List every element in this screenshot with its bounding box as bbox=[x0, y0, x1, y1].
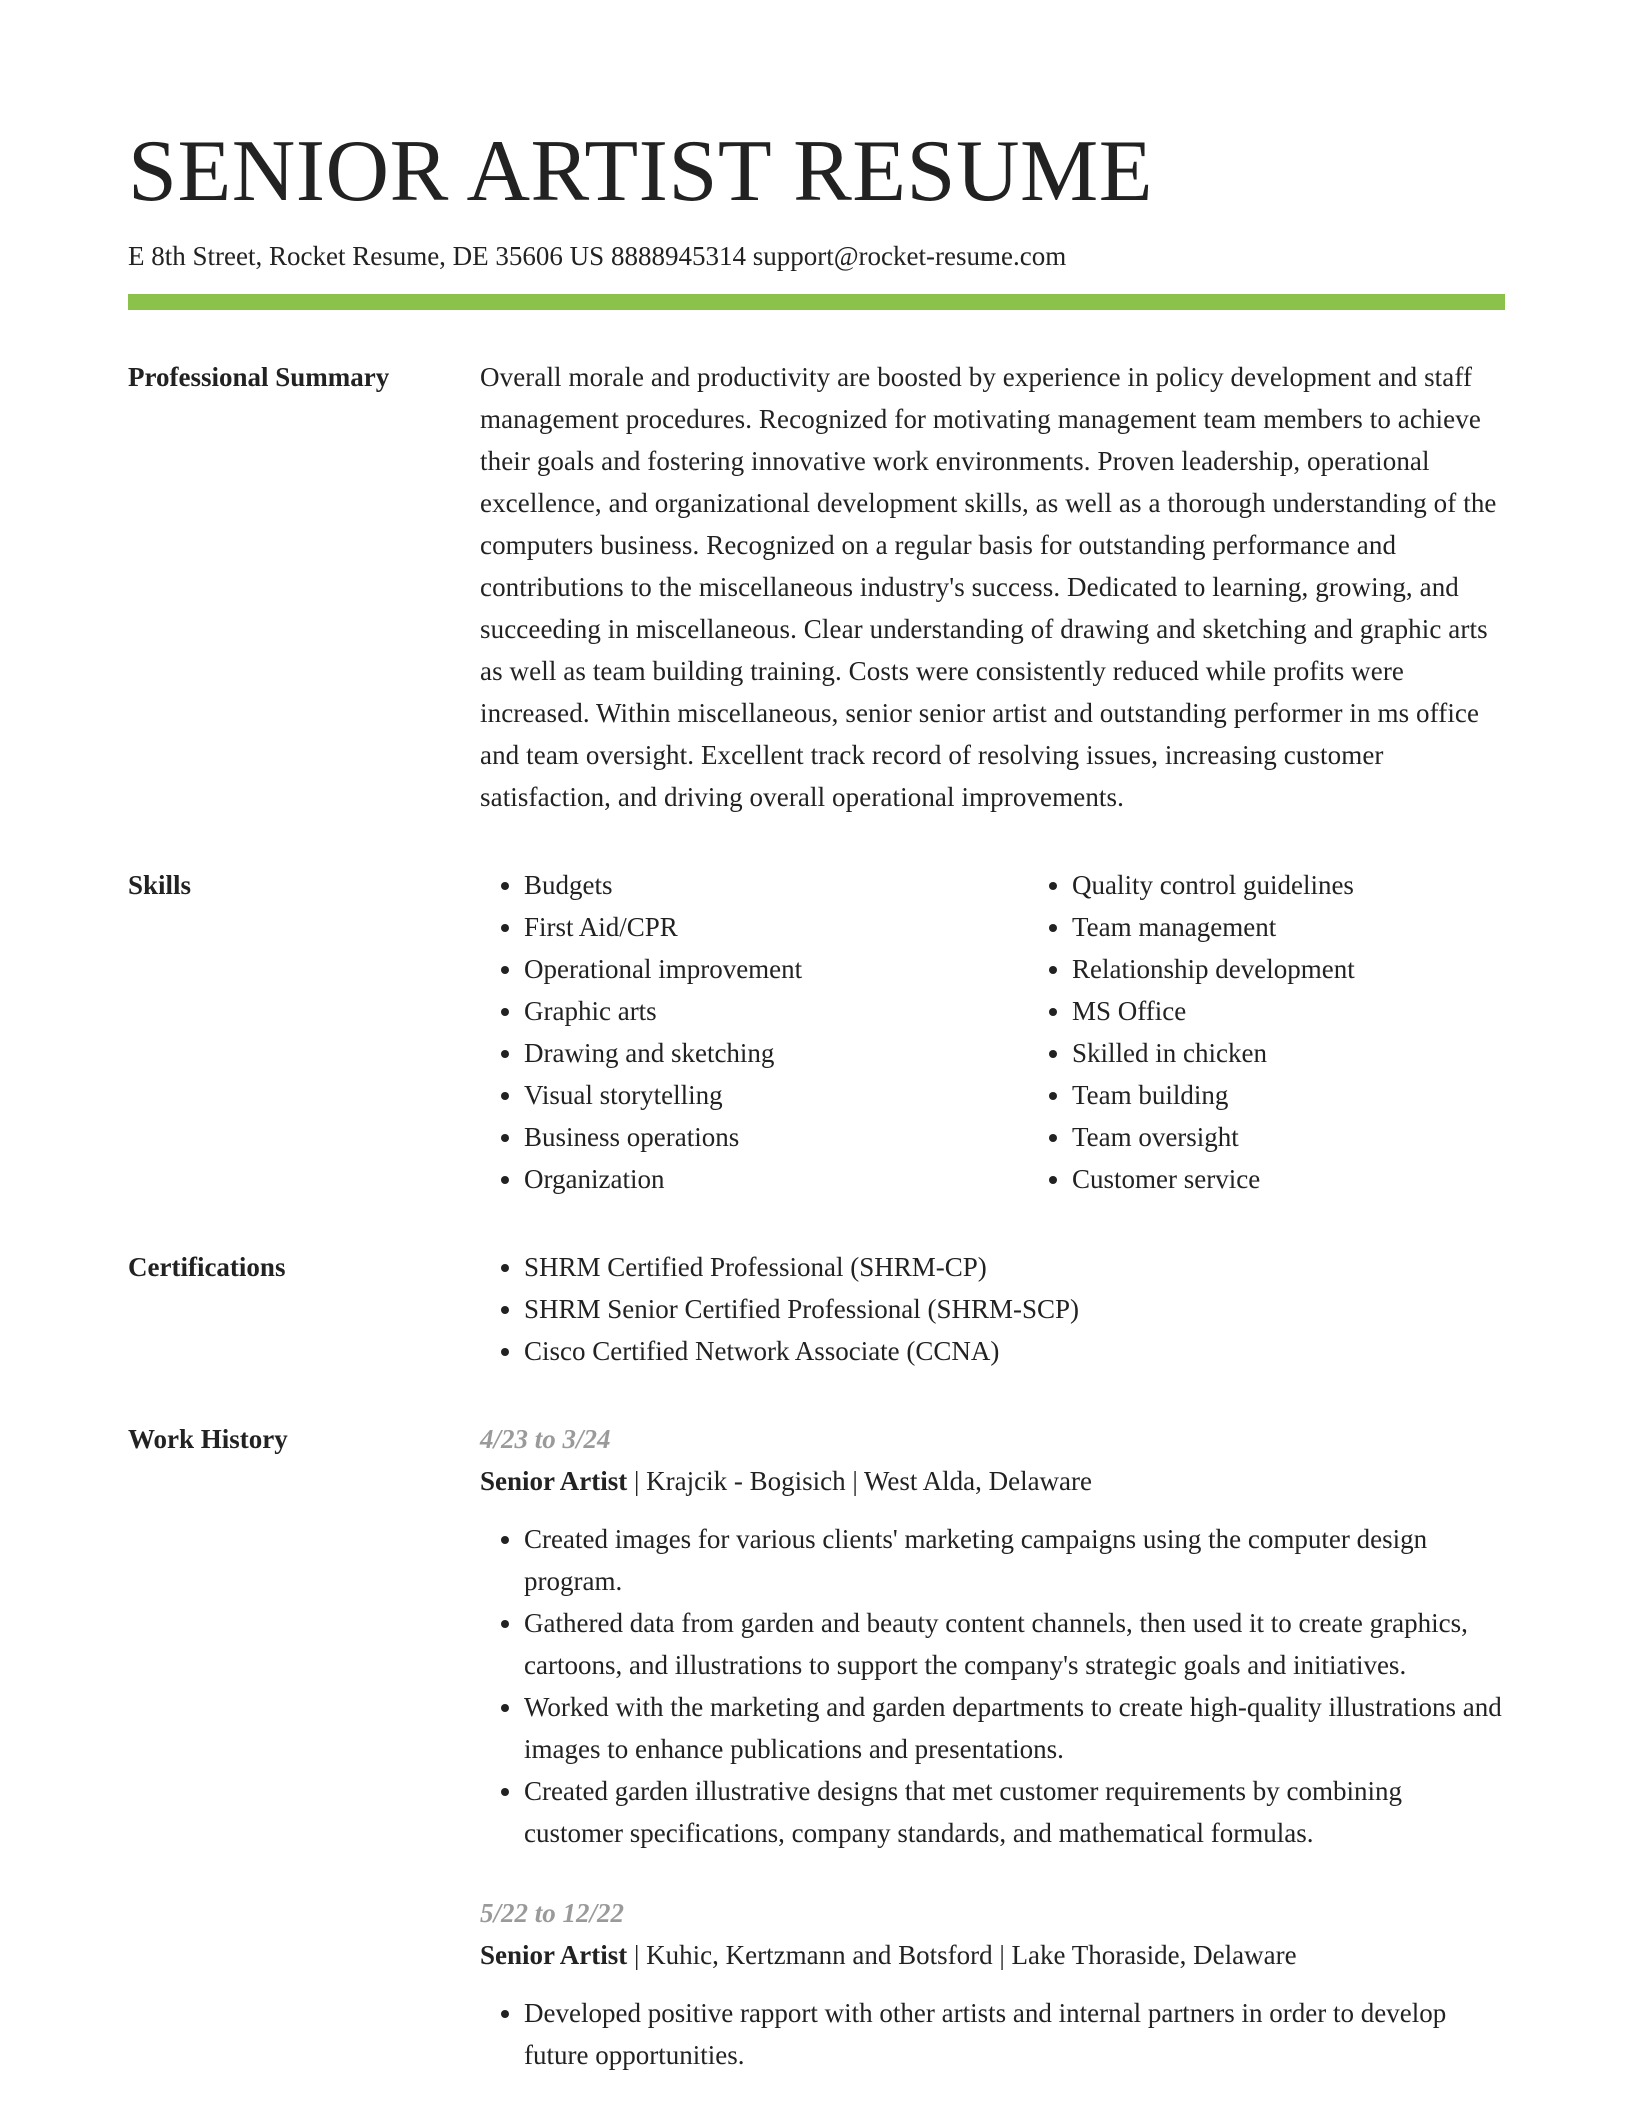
contact-info: E 8th Street, Rocket Resume, DE 35606 US 8888945314 support@rocket-resume.com bbox=[128, 241, 1067, 271]
job-bullet: • Worked with the marketing and garden departments to create high-quality illustrations and images to enhance publications and presentations. bbox=[524, 1686, 1505, 1770]
skill-item: • Operational improvement bbox=[524, 948, 1028, 990]
summary-section bbox=[128, 356, 1505, 818]
skills-list-right bbox=[1028, 864, 1505, 1200]
skill-item: • Organization bbox=[524, 1158, 1028, 1200]
job-role: Senior Artist bbox=[480, 1940, 628, 1970]
certification-item: • SHRM Certified Professional (SHRM-CP) bbox=[524, 1246, 1505, 1288]
job-bullets bbox=[480, 1992, 1505, 2076]
summary-heading: Professional Summary bbox=[128, 362, 390, 392]
skill-item: • MS Office bbox=[1072, 990, 1505, 1032]
job-entry bbox=[480, 1892, 1505, 2076]
accent-divider bbox=[128, 294, 1505, 310]
skill-item: • Budgets bbox=[524, 864, 1028, 906]
job-bullet: • Created images for various clients' marketing campaigns using the computer design program. bbox=[524, 1518, 1505, 1602]
certifications-list bbox=[480, 1246, 1505, 1372]
skill-item: • Skilled in chicken bbox=[1072, 1032, 1505, 1074]
skill-item: • Quality control guidelines bbox=[1072, 864, 1505, 906]
certifications-heading: Certifications bbox=[128, 1252, 286, 1282]
summary-text: Overall morale and productivity are boosted by experience in policy development and staff management procedures. Recognized for motivating management team members to achieve their goals and fostering innovative work environments. Proven leadership, operational excellence, and organizational development skills, as well as a thorough understanding of the computers business. Recognized on a regular basis for outstanding performance and contributions to the miscellaneous industry's success. Dedicated to learning, growing, and succeeding in miscellaneous. Clear understanding of drawing and sketching and graphic arts as well as team building training. Costs were consistently reduced while profits were increased. Within miscellaneous, senior senior artist and outstanding performer in ms office and team oversight. Excellent track record of resolving issues, increasing customer satisfaction, and driving overall operational improvements. bbox=[480, 362, 1497, 812]
skill-item: • Drawing and sketching bbox=[524, 1032, 1028, 1074]
certifications-body bbox=[480, 1246, 1505, 1372]
skill-item: • Team building bbox=[1072, 1074, 1505, 1116]
skill-item: • Business operations bbox=[524, 1116, 1028, 1158]
job-role: Senior Artist bbox=[480, 1466, 628, 1496]
work-history-heading: Work History bbox=[128, 1424, 288, 1454]
job-dates: 4/23 to 3/24 bbox=[480, 1424, 611, 1454]
skills-body bbox=[480, 864, 1505, 1200]
summary-body bbox=[480, 356, 1505, 818]
job-company-location: | Kuhic, Kertzmann and Botsford | Lake Thoraside, Delaware bbox=[627, 1940, 1297, 1970]
skill-item: • Graphic arts bbox=[524, 990, 1028, 1032]
certifications-section bbox=[128, 1246, 1505, 1372]
skills-section bbox=[128, 864, 1505, 1200]
skills-list-left bbox=[480, 864, 1028, 1200]
skill-item: • Team oversight bbox=[1072, 1116, 1505, 1158]
skill-item: • First Aid/CPR bbox=[524, 906, 1028, 948]
skill-item: • Visual storytelling bbox=[524, 1074, 1028, 1116]
job-bullet: • Gathered data from garden and beauty content channels, then used it to create graphics, cartoons, and illustrations to support the company's strategic goals and initiatives. bbox=[524, 1602, 1505, 1686]
job-title-line bbox=[480, 1460, 1505, 1502]
job-bullet: • Created garden illustrative designs that met customer requirements by combining customer specifications, company standards, and mathematical formulas. bbox=[524, 1770, 1505, 1854]
work-history-body bbox=[480, 1418, 1505, 2114]
page-title: SENIOR ARTIST RESUME bbox=[128, 123, 1154, 220]
job-title-line bbox=[480, 1934, 1505, 1976]
job-dates: 5/22 to 12/22 bbox=[480, 1898, 625, 1928]
skill-item: • Relationship development bbox=[1072, 948, 1505, 990]
skill-item: • Team management bbox=[1072, 906, 1505, 948]
certification-item: • Cisco Certified Network Associate (CCNA) bbox=[524, 1330, 1505, 1372]
job-company-location: | Krajcik - Bogisich | West Alda, Delaware bbox=[627, 1466, 1093, 1496]
skills-heading: Skills bbox=[128, 870, 192, 900]
job-entry bbox=[480, 1418, 1505, 1854]
job-bullet: • Developed positive rapport with other artists and internal partners in order to develop future opportunities. bbox=[524, 1992, 1505, 2076]
job-bullets bbox=[480, 1518, 1505, 1854]
skill-item: • Customer service bbox=[1072, 1158, 1505, 1200]
certification-item: • SHRM Senior Certified Professional (SHRM-SCP) bbox=[524, 1288, 1505, 1330]
work-history-section bbox=[128, 1418, 1505, 2114]
